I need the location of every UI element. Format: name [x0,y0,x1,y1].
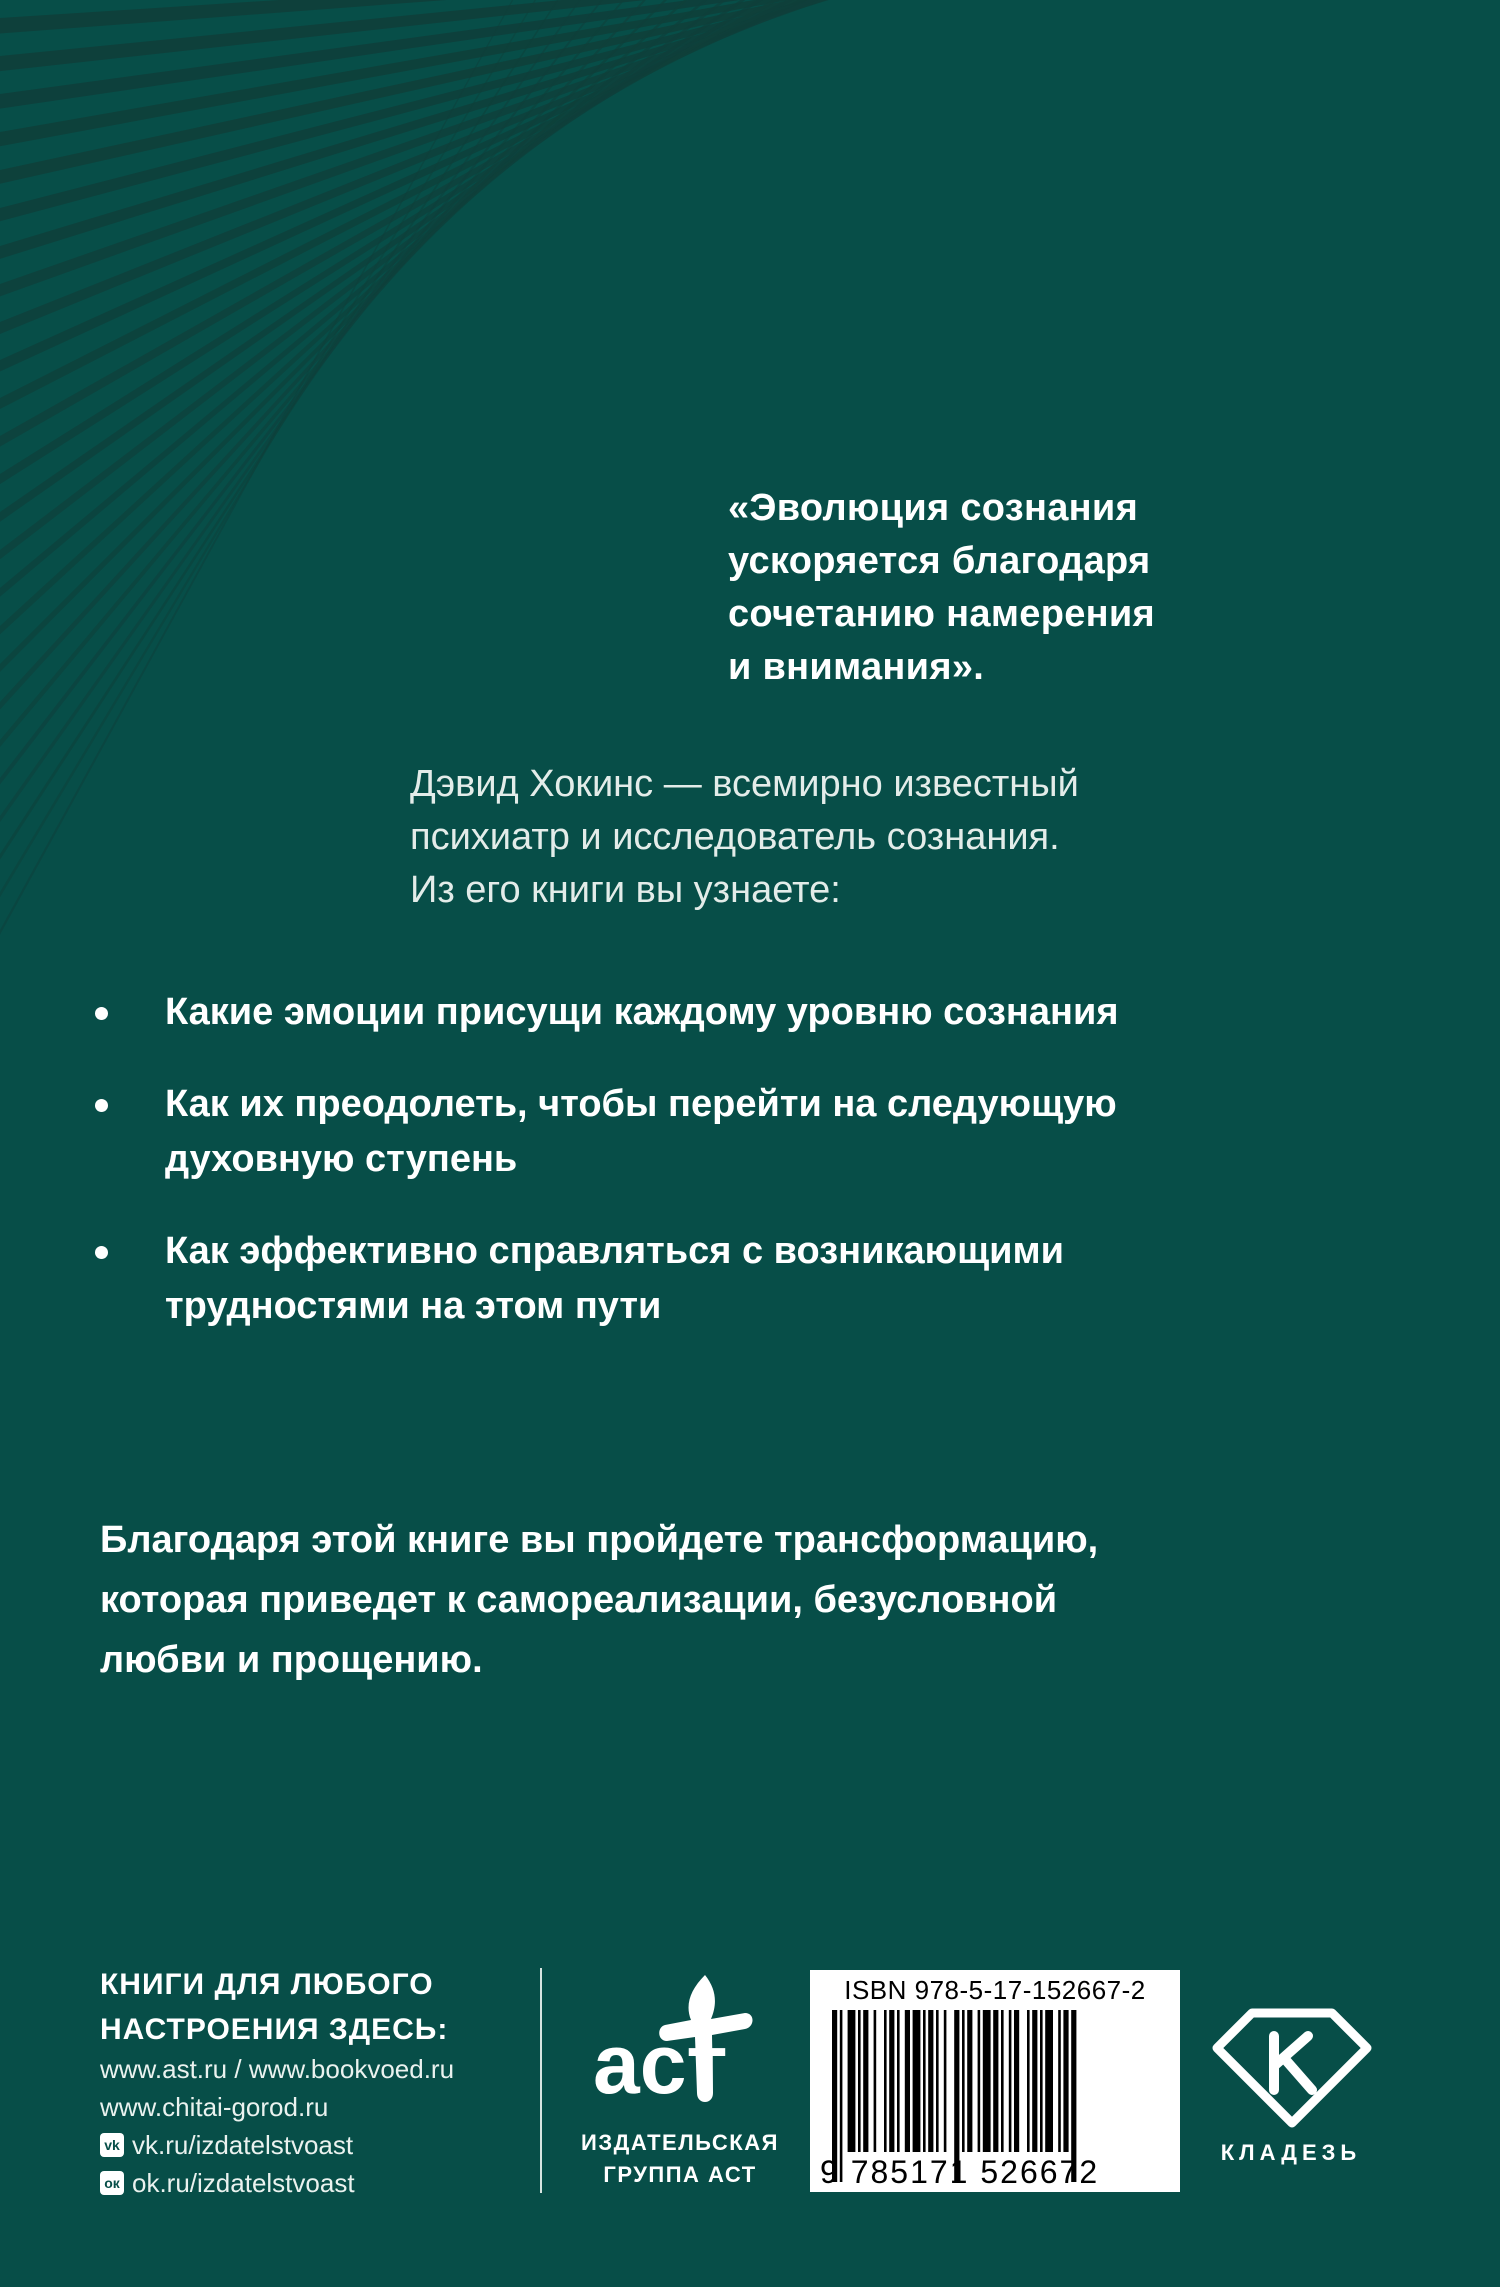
odnoklassniki-icon: ок [100,2171,124,2195]
ray-stripe [0,0,1020,372]
list-item-line: трудностями на этом пути [165,1285,662,1327]
barcode-bar [1027,2010,1030,2152]
benefits-list [90,985,1430,1371]
barcode-bar [967,2010,972,2152]
barcode-bar [928,2010,933,2152]
link-web-chitai-gorod[interactable]: www.chitai-gorod.ru [100,2091,329,2122]
barcode-bar [884,2010,887,2152]
barcode [810,1970,1180,2192]
link-web-ast-bookvoed[interactable]: www.ast.ru / www.bookvoed.ru [100,2053,455,2084]
barcode-bar [889,2010,894,2152]
barcode-bar [1063,2010,1068,2152]
list-item [90,1224,1430,1334]
footer-heading [100,1962,500,2052]
ray-stripe [0,0,824,634]
bullet-icon [95,1007,108,1020]
bullet-icon [95,1246,108,1259]
publisher-caption [560,2127,800,2191]
bullet-icon [95,1099,108,1112]
list-item-line: Как их преодолеть, чтобы перейти на следующую [165,1083,1117,1125]
isbn-text: ISBN 978-5-17-152667-2 [844,1975,1146,2005]
barcode-bar [1058,2010,1061,2152]
intro-line: Из его книги вы узнаете: [410,869,841,911]
quote-block [728,482,1368,694]
summary-line: любви и прощению. [100,1639,483,1681]
quote-line: сочетанию намерения [728,593,1156,635]
ray-stripe [0,0,796,672]
quote-line: «Эволюция сознания [728,487,1139,529]
summary-line: которая приведет к самореализации, безусловной [100,1579,1058,1621]
publisher-caption-line: ГРУППА АСТ [603,2162,757,2187]
barcode-bar [983,2010,991,2152]
barcode-bar [936,2010,939,2152]
intro-line: Дэвид Хокинс — всемирно известный [410,763,1079,805]
quote-line: ускоряется благодаря [728,540,1151,582]
author-intro [410,758,1310,917]
barcode-bar [913,2010,921,2152]
barcode-bar [874,2010,877,2152]
ean-digits: 9 785171 526672 [820,2154,1100,2190]
link-ok[interactable]: ок ok.ru/izdatelstvoast [100,2164,540,2202]
barcode-bar [897,2010,900,2152]
quote-line: и внимания». [728,646,985,688]
store-links [100,2050,540,2202]
barcode-bar [863,2010,868,2152]
summary-paragraph [100,1510,1400,1690]
barcode-bar [1040,2010,1043,2152]
list-item-line: духовную ступень [165,1138,518,1180]
footer-heading-line: КНИГИ ДЛЯ ЛЮБОГО [100,1968,434,2001]
barcode-bar [848,2010,856,2152]
link-vk[interactable]: vk vk.ru/izdatelstvoast [100,2126,540,2164]
barcode-bar [993,2010,998,2152]
barcode-bar [923,2010,926,2152]
barcode-bar [962,2010,965,2152]
barcode-bar [1045,2010,1053,2152]
barcode-bar [1014,2010,1019,2152]
footer-divider [540,1968,542,2193]
vk-icon: vk [100,2133,124,2157]
barcode-bar [858,2010,861,2152]
ast-logo-icon [585,1965,785,2125]
svg-text:аст: аст [593,2017,728,2111]
barcode-bar [905,2010,910,2152]
summary-line: Благодаря этой книге вы пройдете трансформацию, [100,1519,1099,1561]
list-item-line: Как эффективно справляться с возникающими [165,1230,1064,1272]
publisher-caption-line: ИЗДАТЕЛЬСКАЯ [581,2130,779,2155]
intro-line: психиатр и исследователь сознания. [410,816,1060,858]
imprint-name: КЛАДЕЗЬ [1220,2140,1362,2165]
barcode-bar [978,2010,981,2152]
footer-heading-line: НАСТРОЕНИЯ ЗДЕСЬ: [100,2013,449,2046]
barcode-bar [1001,2010,1004,2152]
barcode-bar [1032,2010,1037,2152]
barcode-bar [1009,2010,1012,2152]
list-item-line: Какие эмоции присущи каждому уровню сознания [165,991,1119,1033]
barcode-bar [944,2010,947,2152]
list-item [90,985,1430,1040]
diamond-k-logo-icon [1212,2008,1372,2128]
list-item [90,1077,1430,1187]
